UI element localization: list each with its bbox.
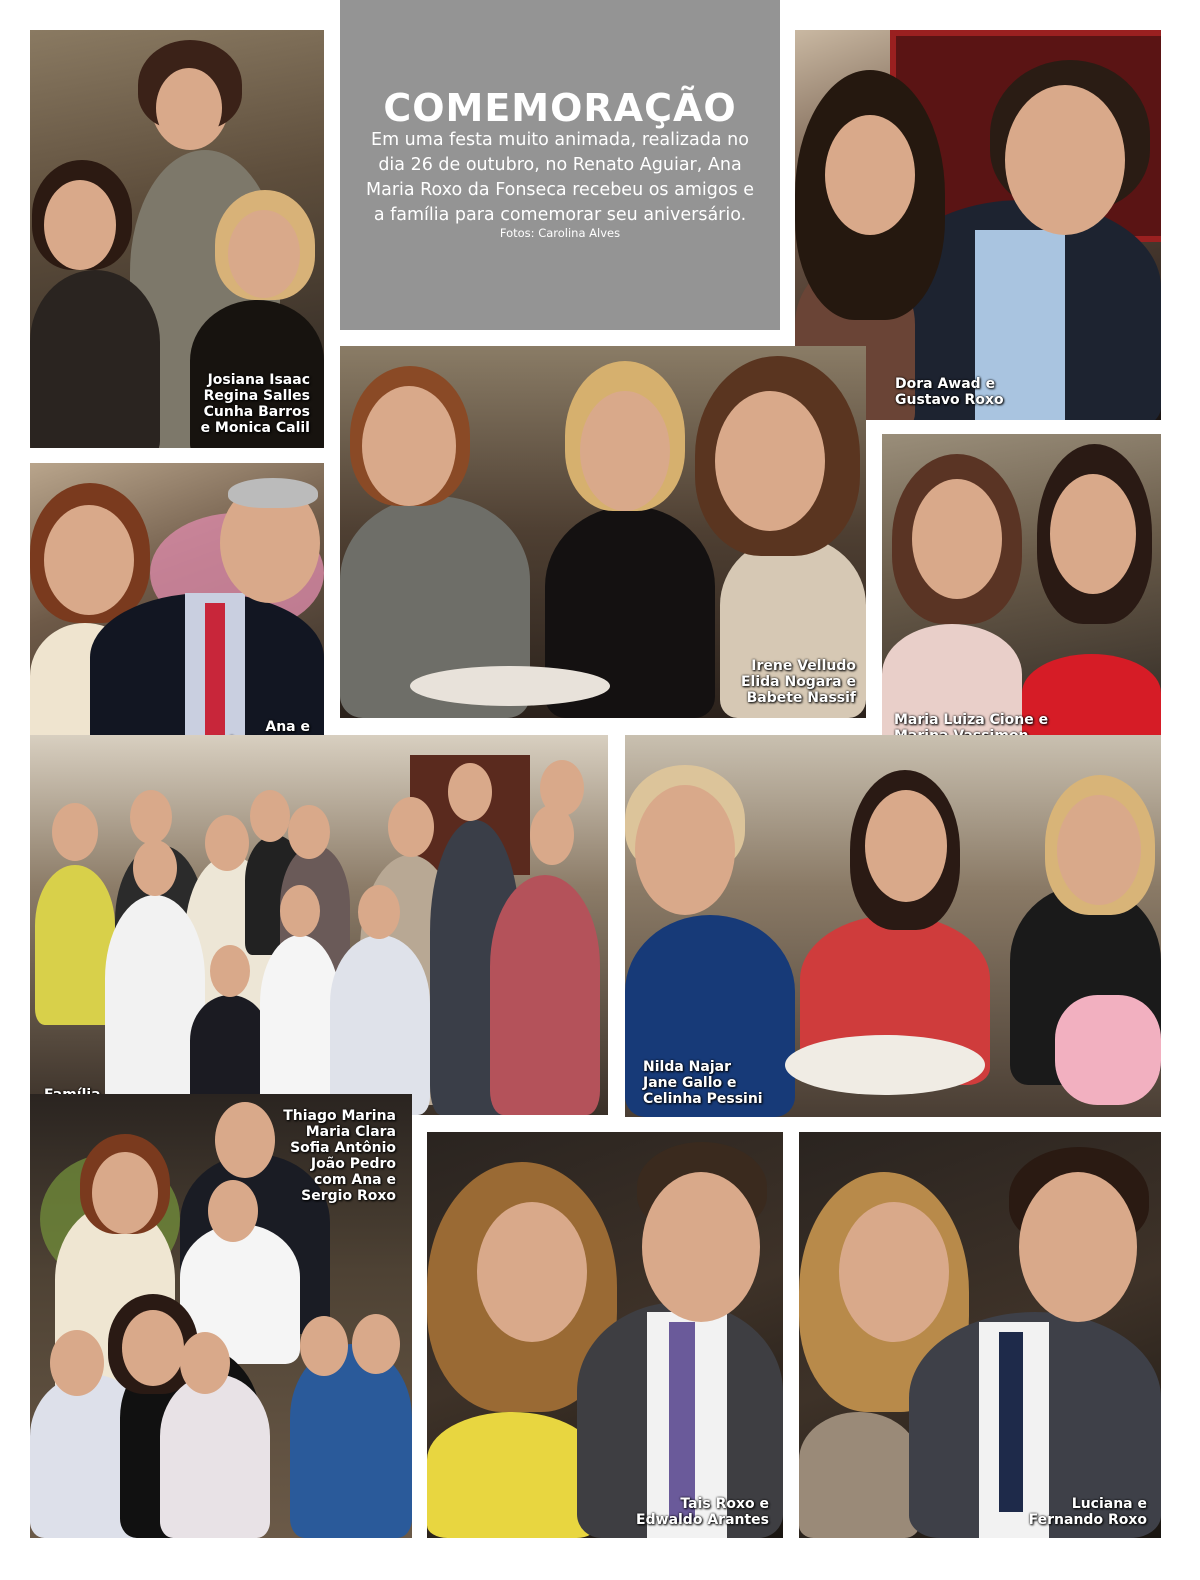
caption-photo-4: Ana e xyxy=(265,719,310,735)
photo-familia xyxy=(30,735,608,1115)
caption-photo-8: Thiago Marina Maria Clara Sofia Antônio João Pedro com Ana e Sergio Roxo xyxy=(283,1108,396,1204)
photo-tais-edwaldo xyxy=(427,1132,783,1538)
caption-photo-9: Tais Roxo e Edwaldo Arantes xyxy=(636,1496,769,1528)
photo-irene-elida-babete xyxy=(340,346,866,718)
title-block xyxy=(340,0,780,330)
photo-maria-luiza-marina xyxy=(882,434,1161,756)
caption-photo-5: Maria Luiza Cione e xyxy=(894,712,1049,728)
photo-luciana-fernando xyxy=(799,1132,1161,1538)
caption-photo-2: Dora Awad e Gustavo Roxo xyxy=(895,376,1004,408)
photo-kids-with-ana-sergio xyxy=(30,1094,412,1538)
caption-photo-1: Josiana Isaac Regina Salles Cunha Barros e Monica Calil xyxy=(200,372,310,436)
photo-ana-sergio xyxy=(30,463,324,763)
photo-credit: Fotos: Carolina Alves xyxy=(499,226,621,240)
photo-josiana-regina-monica xyxy=(30,30,324,448)
caption-photo-3: Irene Velludo Elida Nogara e Babete Nassif xyxy=(740,658,856,706)
page-title: COMEMORAÇÃO xyxy=(383,86,737,130)
photo-nilda-jane-celinha xyxy=(625,735,1161,1117)
intro-text: Em uma festa muito animada, realizada no dia 26 de outubro, no Renato Aguiar, Ana Maria Roxo da Fonseca recebeu os amigos e a família para comemorar seu aniversário. xyxy=(366,130,754,225)
caption-photo-10: Luciana e Fernando Roxo xyxy=(1028,1496,1147,1528)
caption-photo-7: Nilda Najar Jane Gallo e Celinha Pessini xyxy=(643,1059,763,1107)
